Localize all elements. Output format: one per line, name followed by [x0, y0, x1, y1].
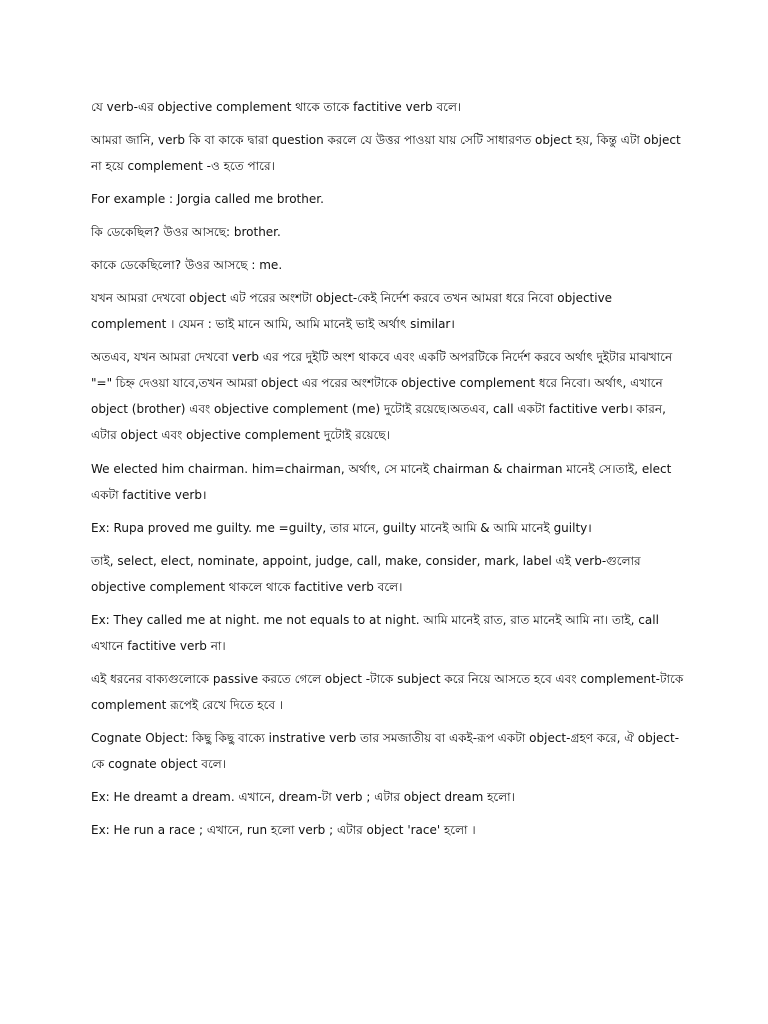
paragraph-definition: যে verb-এর objective complement থাকে তাকে factitive verb বলে। — [91, 100, 462, 114]
paragraph-example-chairman: We elected him chairman. him=chairman, অর্থাৎ, সে মানেই chairman & chairman মানেই সে।তাই, elect একটা factitive verb। — [91, 462, 672, 502]
paragraph-example-intro: For example : Jorgia called me brother. — [91, 192, 324, 206]
paragraph-rule-equals: অতএব, যখন আমরা দেখবো verb এর পরে দুইটি অংশ থাকবে এবং একটি অপরটিকে নির্দেশ করবে অর্থাৎ দুইটার মাঝখানে "=" চিহ্ন দেওয়া যাবে,তখন আমরা object এর পরের অংশটাকে objective complement ধরে নিবো। অর্থাৎ, এখানে object (brother) এবং objective complement (me) দুটোই রয়েছে।অতএব, call একটা factitive verb। কারন, এটার object এবং objective complement দুটোই রয়েছে। — [91, 350, 673, 442]
paragraph-question-what: কি ডেকেছিল? উওর আসছে: brother. — [91, 225, 281, 239]
paragraph-example-guilty: Ex: Rupa proved me guilty. me =guilty, তার মানে, guilty মানেই আমি & আমি মানেই guilty। — [91, 521, 592, 535]
paragraph-verb-list: তাই, select, elect, nominate, appoint, judge, call, make, consider, mark, label এই verb-গুলোর objective complement থাকলে থাকে factitive verb বলে। — [91, 554, 641, 594]
paragraph-question-whom: কাকে ডেকেছিলো? উওর আসছে : me. — [91, 258, 283, 272]
paragraph-example-night: Ex: They called me at night. me not equals to at night. আমি মানেই রাত, রাত মানেই আমি না। তাই, call এখানে factitive verb না। — [91, 613, 659, 653]
paragraph-cognate-object: Cognate Object: কিছু কিছু বাক্যে instrative verb তার সমজাতীয় বা একই-রূপ একটা object-গ্রহণ করে, ঐ object-কে cognate object বলে। — [91, 731, 680, 771]
paragraph-passive: এই ধরনের বাক্যগুলোকে passive করতে গেলে object -টাকে subject করে নিয়ে আসতে হবে এবং complement-টাকে complement রূপেই রেখে দিতে হবে । — [91, 672, 684, 712]
paragraph-explanation: আমরা জানি, verb কি বা কাকে দ্বারা question করলে যে উত্তর পাওয়া যায় সেটি সাধারণত object হয়, কিন্তু এটা object না হয়ে complement -ও হতে পারে। — [91, 133, 681, 173]
paragraph-rule-similar: যখন আমরা দেখবো object এট পরের অংশটা object-কেই নির্দেশ করবে তখন আমরা ধরে নিবো objective complement । যেমন : ভাই মানে আমি, আমি মানেই ভাই অর্থাৎ similar। — [91, 291, 613, 331]
paragraph-example-race: Ex: He run a race ; এখানে, run হলো verb ; এটার object 'race' হলো । — [91, 823, 476, 837]
paragraph-example-dream: Ex: He dreamt a dream. এখানে, dream-টা verb ; এটার object dream হলো। — [91, 790, 515, 804]
